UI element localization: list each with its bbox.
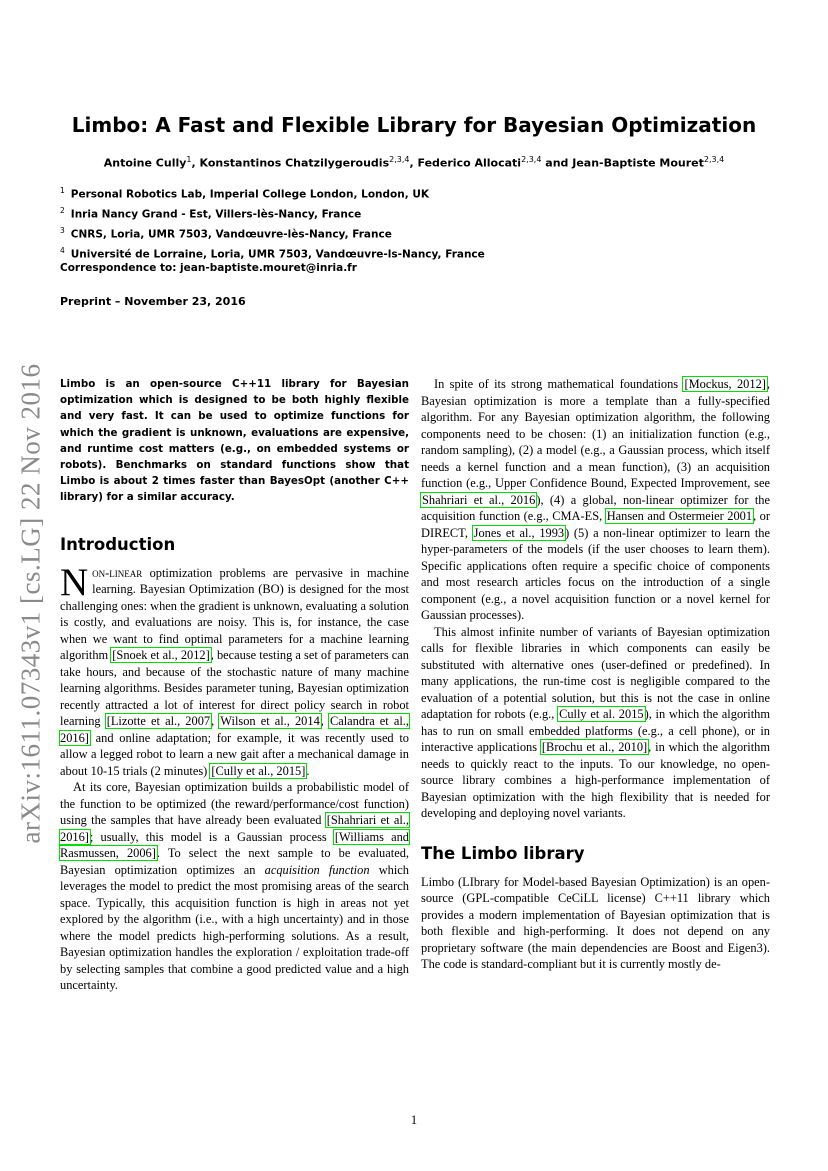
paragraph-text: In spite of its strong mathematical foundations bbox=[434, 377, 684, 391]
paragraph-text: , Bayesian optimization is more a template than a fully-specified algorithm. For any Bayesian optimization algorithm, the following components need to be chosen: (1) an initialization function (e.g., random sampling), (2) a model (e.g., a Gaussian process, which itself needs a kernel function and a mean function), (3) an acquisition function (e.g., Upper Confidence Bound, Expected Improvement, see bbox=[421, 377, 771, 490]
author-separator: , bbox=[191, 156, 200, 170]
small-caps-lead: on-linear bbox=[92, 565, 143, 580]
affiliation-text: Personal Robotics Lab, Imperial College London, London, UK bbox=[70, 188, 430, 201]
paragraph-text: ), (4) a global, non-linear optimizer for the acquisition function (e.g., CMA-ES, bbox=[421, 492, 770, 523]
affiliation-item bbox=[60, 223, 660, 243]
emphasis-term: acquisition function bbox=[264, 862, 370, 877]
affiliation-item bbox=[60, 183, 660, 203]
author-name: Antoine Cully bbox=[103, 156, 187, 170]
preprint-date: Preprint – November 23, 2016 bbox=[60, 295, 246, 308]
affiliation-item bbox=[60, 243, 660, 263]
paragraph-text: , because testing a set of parameters can take hours, and because of the stochastic nature of many machine learning algorithms. Besides parameter tuning, Bayesian optimization recently attracted a lot of interest for direct policy search in robot learning bbox=[60, 648, 409, 729]
citation-link[interactable]: [Lizotte et al., 2007 bbox=[106, 714, 211, 729]
author-affiliation-marker: 2,3,4 bbox=[703, 155, 725, 164]
paragraph-text: . bbox=[306, 763, 310, 778]
citation-link[interactable]: [Brochu et al., 2010] bbox=[541, 740, 648, 754]
citation-link[interactable]: Cully et al. 2015 bbox=[559, 707, 644, 721]
author-name: Konstantinos Chatzilygeroudis bbox=[199, 156, 390, 170]
affiliation-item bbox=[60, 203, 660, 223]
citation-link[interactable]: Hansen and Ostermeier 2001 bbox=[606, 509, 753, 523]
section-heading-limbo-library: The Limbo library bbox=[421, 843, 585, 863]
citation-link[interactable]: [Shahriari et al., 2016] bbox=[60, 813, 409, 844]
affiliation-text: Université de Lorraine, Loria, UMR 7503, Vandœuvre-ls-Nancy, France bbox=[70, 248, 485, 261]
author-separator: , bbox=[409, 156, 418, 170]
limbo-paragraph-1: Limbo (LIbrary for Model-based Bayesian Optimization) is an open-source (GPL-compatible CeCiLL license) C++11 library which provides a modern implementation of Bayesian optimization that is both flexible and high-performing. It does not depend on any proprietary software (the main dependencies are Boost and Eigen3). The code is standard-compliant but it is currently mostly de- bbox=[421, 874, 770, 971]
paragraph-text: and online adaptation; for example, it was recently used to allow a legged robot to learn a new gait after a mechanical damage in about 10-15 trials (2 minutes) bbox=[60, 730, 409, 778]
citation-link[interactable]: [Snoek et al., 2012] bbox=[112, 648, 210, 663]
left-column bbox=[60, 376, 409, 994]
citation-link[interactable]: Shahriari et al., 2016 bbox=[422, 492, 536, 507]
affiliation-number: 3 bbox=[60, 226, 65, 235]
citation-link[interactable]: [Williams and Rasmussen, 2006] bbox=[60, 829, 410, 861]
author-separator: and bbox=[541, 156, 573, 170]
abstract: Limbo is an open-source C++11 library for Bayesian optimization which is designed to be both highly flexible and very fast. It can be used to optimize functions for which the gradient is unknown, evaluations are expensive, and runtime cost matters (e.g., on embedded systems or robots). Benchmarks on standard functions show that Limbo is about 2 times faster than BayesOpt (another C++ library) for a similar accuracy. bbox=[60, 378, 409, 504]
author-name: Jean-Baptiste Mouret bbox=[572, 156, 704, 170]
author-name: Federico Allocati bbox=[417, 156, 522, 170]
author-affiliation-marker: 2,3,4 bbox=[521, 155, 542, 164]
section-heading-introduction: Introduction bbox=[60, 534, 176, 554]
citation-link[interactable]: [Mockus, 2012] bbox=[684, 377, 766, 391]
affiliation-number: 4 bbox=[60, 246, 65, 255]
paragraph-text: , bbox=[211, 714, 220, 729]
correspondence-line: Correspondence to: jean-baptiste.mouret@inria.fr bbox=[60, 262, 357, 274]
citation-link[interactable]: [Cully et al., 2015] bbox=[211, 763, 306, 778]
arxiv-identifier-stamp bbox=[14, 358, 48, 848]
right-paragraph-1 bbox=[421, 376, 770, 624]
paragraph-text: This almost infinite number of variants of Bayesian optimization calls for flexible libraries in which components can easily be substituted with alternative ones (user-defined or predefined). In many applications, the run-time cost is negligible compared to the evaluation of a potential solution, but this is not the case in online adaptation for robots (e.g., bbox=[421, 624, 770, 721]
paper-title: Limbo: A Fast and Flexible Library for Bayesian Optimization bbox=[71, 113, 757, 137]
paragraph-text: . To select the next sample to be evaluated, Bayesian optimization optimizes an bbox=[60, 846, 409, 877]
right-paragraph-2 bbox=[421, 624, 770, 822]
citation-link[interactable]: Wilson et al., 2014 bbox=[220, 714, 320, 729]
author-affiliation-marker: 1 bbox=[186, 155, 192, 164]
author-affiliation-marker: 2,3,4 bbox=[389, 155, 410, 164]
citation-link[interactable]: Jones et al., 1993 bbox=[473, 525, 565, 540]
arxiv-identifier-text: arXiv:1611.07343v1 [cs.LG] 22 Nov 2016 bbox=[15, 363, 46, 843]
paragraph-text: ; usually, this model is a Gaussian process bbox=[89, 829, 334, 844]
page-number: 1 bbox=[410, 1113, 418, 1127]
intro-paragraph-2 bbox=[60, 779, 409, 994]
drop-cap: N bbox=[60, 560, 89, 604]
paragraph-text: , bbox=[320, 714, 329, 729]
right-column bbox=[421, 376, 770, 973]
paragraph-text: ) (5) a non-linear optimizer to learn the hyper-parameters of the models (if the user chooses to learn them). Specific applications often require a specific choice of components and most research articles focus on the introduction of a single component (e.g., a novel acquisition function or a novel kernel for Gaussian processes). bbox=[421, 525, 770, 622]
affiliation-text: CNRS, Loria, UMR 7503, Vandœuvre-lès-Nancy, France bbox=[70, 228, 392, 241]
paragraph-text: ), in which the algorithm has to run on small embedded platforms (e.g., a cell phone), or in interactive applications bbox=[421, 707, 770, 754]
paragraph-text: , or DIRECT, bbox=[421, 509, 770, 540]
intro-paragraph-1 bbox=[60, 560, 409, 780]
affiliation-number: 1 bbox=[60, 186, 65, 195]
author-list bbox=[0, 155, 828, 170]
paragraph-text: optimization problems are pervasive in machine learning. Bayesian Optimization (BO) is designed for the most challenging ones: when the gradient is unknown, evaluating a solution is costly, and evaluations are noisy. This is, for instance, the case when we want to find optimal parameters for a machine learning algorithm bbox=[60, 565, 409, 663]
affiliation-number: 2 bbox=[60, 206, 65, 215]
affiliation-list bbox=[60, 183, 660, 263]
citation-link[interactable]: Calandra et al., 2016] bbox=[60, 714, 409, 745]
affiliation-text: Inria Nancy Grand - Est, Villers-lès-Nancy, France bbox=[70, 208, 362, 221]
paragraph-text: which leverages the model to predict the most promising areas of the search space. Typically, this acquisition function is high in areas not yet explored by the algorithm (i.e., with a high uncertainty) and in those where the model predicts high-performing solutions. As a result, Bayesian optimization handles the exploration / exploitation trade-off by selecting samples that combine a good predicted value and a high uncertainty. bbox=[60, 862, 409, 993]
paragraph-text: , in which the algorithm needs to quickly react to the inputs. To our knowledge, no open-source library combines a high-performance implementation of Bayesian optimization with the high flexibility that is needed for developing and deploying novel variants. bbox=[421, 740, 770, 820]
paragraph-text: At its core, Bayesian optimization builds a probabilistic model of the function to be optimized (the reward/performance/cost function) using the samples that have already been evaluated bbox=[60, 780, 409, 828]
